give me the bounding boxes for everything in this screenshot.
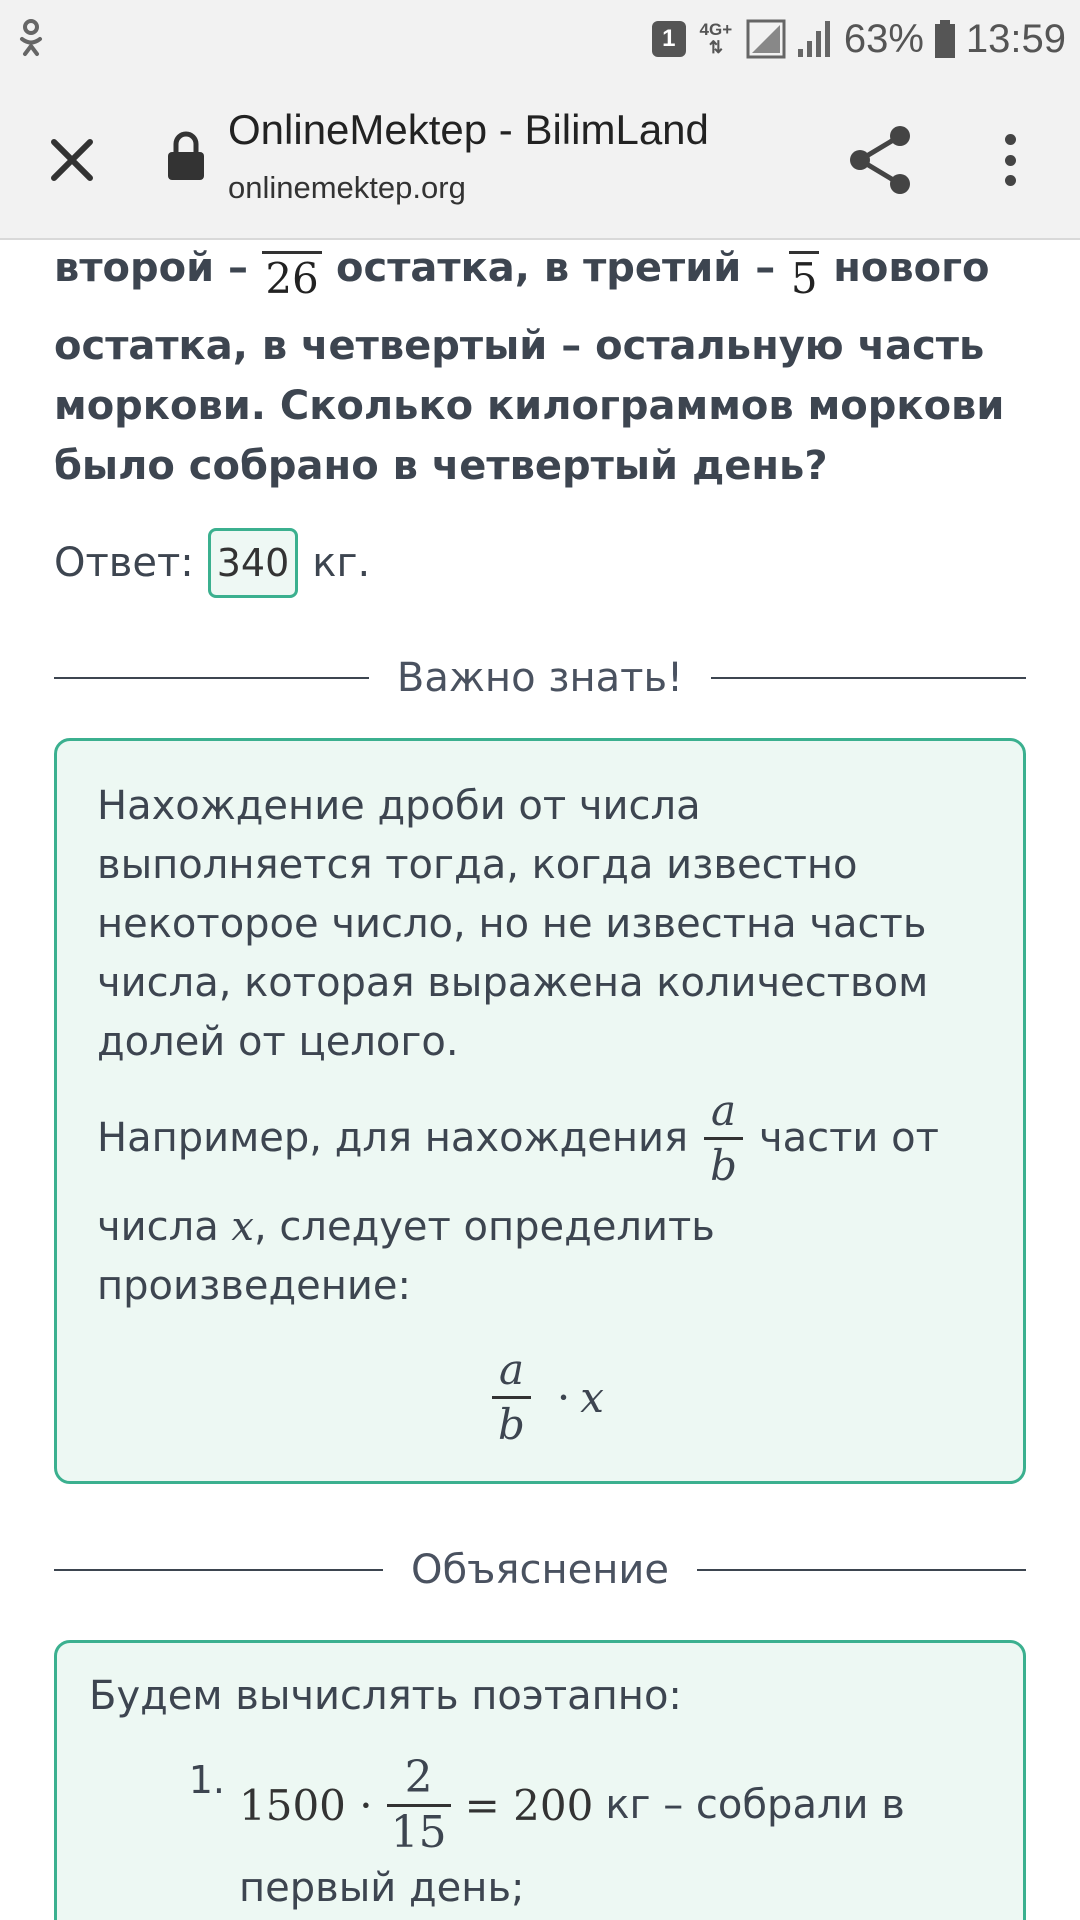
wifi-signal-icon <box>746 19 786 59</box>
problem-question: остатка, в четвертый – остальную часть моркови. Сколько килограммов моркови было собрано в четвертый день? <box>54 323 1005 489</box>
explanation-divider <box>54 1540 1026 1600</box>
example-text-after: части от <box>758 1114 939 1161</box>
problem-part-3: нового <box>833 245 990 291</box>
example-cont-after: , следует определить произведение: <box>97 1204 715 1309</box>
close-button[interactable] <box>40 128 104 192</box>
clock: 13:59 <box>965 16 1066 61</box>
network-type: 4G+ ⇅ <box>699 20 733 57</box>
step-1 <box>89 1752 991 1918</box>
fraction-numerator: a <box>498 1345 524 1394</box>
fraction-numerator: a <box>710 1085 737 1135</box>
answer-unit: кг. <box>312 540 371 586</box>
example-text-before: Например, для нахождения <box>97 1114 689 1161</box>
explanation-box <box>54 1640 1026 1920</box>
fraction-denominator: b <box>710 1140 737 1190</box>
browser-toolbar <box>0 78 1080 240</box>
example-cont-before: числа <box>97 1204 219 1250</box>
important-divider <box>54 648 1026 708</box>
formula <box>97 1344 983 1451</box>
sim-badge: 1 <box>652 21 686 57</box>
step-number: 1. <box>188 1758 225 1802</box>
fraction-denominator: 26 <box>265 254 319 303</box>
variable-x: x <box>231 1204 254 1250</box>
battery-percent: 63% <box>843 16 924 61</box>
step-result: = 200 <box>464 1781 594 1830</box>
fraction-denominator: 15 <box>390 1807 447 1858</box>
page-url[interactable]: onlinemektep.org <box>228 170 466 205</box>
fraction-third-day <box>789 232 819 304</box>
page-content <box>54 240 1026 1920</box>
example-line <box>97 1078 983 1198</box>
battery-icon <box>934 19 956 59</box>
problem-part-1: второй – <box>54 245 249 291</box>
fraction-second-day <box>262 232 322 304</box>
formula-fraction <box>492 1344 531 1451</box>
step-text: кг – собрали в <box>605 1782 905 1828</box>
problem-text <box>54 240 1026 496</box>
close-icon <box>50 138 94 182</box>
important-box <box>54 738 1026 1484</box>
menu-dot-icon <box>1005 134 1016 145</box>
fraction-numerator: 2 <box>404 1752 433 1803</box>
problem-line-1 <box>54 226 1026 310</box>
important-paragraph: Нахождение дроби от числа выполняется тогда, когда известно некоторое число, но не известна часть числа, которая выражена количеством долей от целого. <box>97 783 929 1065</box>
fraction-denominator: b <box>498 1400 525 1449</box>
menu-dot-icon <box>1005 175 1016 186</box>
explanation-heading: Объяснение <box>411 1547 669 1593</box>
important-heading: Важно знать! <box>396 655 684 701</box>
answer-label: Ответ: <box>54 540 194 586</box>
fraction-denominator: 5 <box>790 254 818 303</box>
problem-part-2: остатка, в третий – <box>336 245 776 291</box>
step-text-continued: первый день; <box>239 1865 525 1911</box>
page-title[interactable]: OnlineMektep - BilimLand <box>228 106 709 153</box>
step-fraction <box>387 1752 451 1859</box>
explanation-intro: Будем вычислять поэтапно: <box>89 1673 682 1719</box>
answer-input[interactable]: 340 <box>208 528 299 598</box>
step-lhs: 1500 · <box>239 1781 373 1830</box>
lock-icon <box>166 130 206 182</box>
network-label: 4G+ <box>699 20 733 39</box>
odnoklassniki-icon <box>18 18 44 58</box>
more-options-button[interactable] <box>990 126 1030 194</box>
example-continuation <box>97 1198 983 1316</box>
variable-x: x <box>580 1373 604 1422</box>
cell-signal-icon <box>796 19 834 59</box>
status-bar <box>0 0 1080 78</box>
fraction-a-over-b <box>704 1085 743 1192</box>
share-icon[interactable] <box>848 124 914 196</box>
multiply-sign: · <box>556 1373 571 1422</box>
answer-row <box>54 528 1026 598</box>
menu-dot-icon <box>1005 155 1016 166</box>
